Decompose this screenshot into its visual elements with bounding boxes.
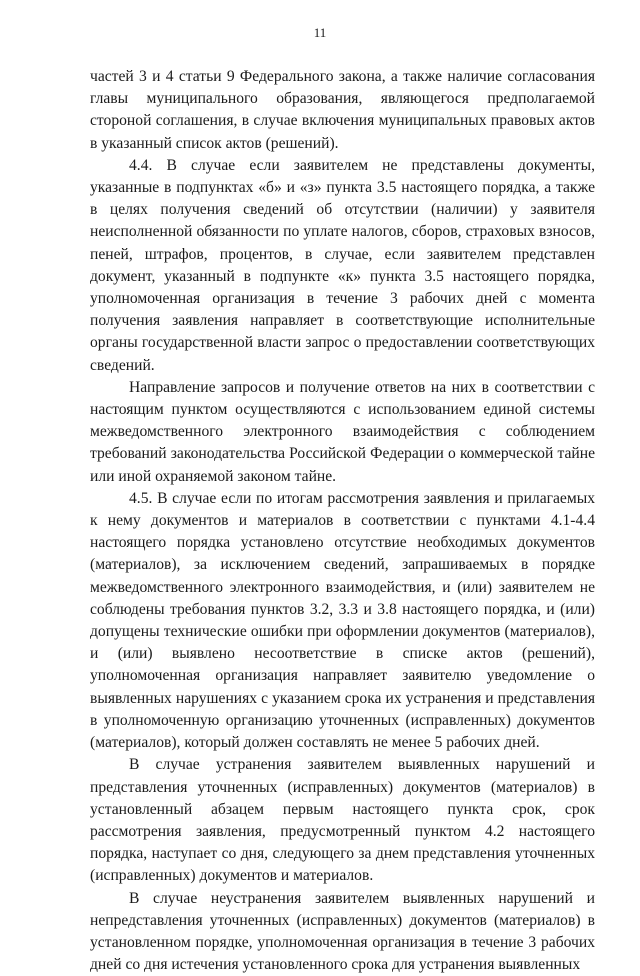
paragraph-elimination: В случае устранения заявителем выявленных нарушений и представления уточненных (исправленных) документов (материалов) в установленный абзацем первым настоящего пункта срок, срок рассмотрения заявления, предусмотренный пунктом 4.2 настоящего порядка, наступает со дня, следующего за днем представления уточненных (исправленных) документов и материалов.	[90, 756, 595, 885]
page-number: 11	[313, 25, 327, 40]
paragraph-continuation: частей 3 и 4 статьи 9 Федерального закона, а также наличие согласования главы муниципального образования, являющегося предполагаемой стороной соглашения, в случае включения муниципальных правовых актов в указанный список актов (решений).	[90, 68, 595, 152]
paragraph-4-4: 4.4. В случае если заявителем не представлены документы, указанные в подпунктах «б» и «з» пункта 3.5 настоящего порядка, а также в целях получения сведений об отсутствии (наличии) у заявителя неисполненной обязанности по уплате налогов, сборов, страховых взносов, пеней, штрафов, процентов, в случае, если заявителем представлен документ, указанный в подпункте «к» пункта 3.5 настоящего порядка, уполномоченная организация в течение 3 рабочих дней с момента получения заявления направляет в соответствующие исполнительные органы государственной власти запрос о предоставлении соответствующих сведений.	[90, 156, 595, 374]
paragraph-4-5: 4.5. В случае если по итогам рассмотрения заявления и прилагаемых к нему документов и материалов в соответствии с пунктами 4.1-4.4 настоящего порядка установлено отсутствие необходимых документов (материалов), за исключением сведений, запрашиваемых в порядке межведомственного электронного взаимодействия, и (или) заявителем не соблюдены требования пунктов 3.2, 3.3 и 3.8 настоящего порядка, и (или) допущены технические ошибки при оформлении документов (материалов), и (или) выявлено несоответствие в списке актов (решений), уполномоченная организация направляет заявителю уведомление о выявленных нарушениях с указанием срока их устранения и представления в уполномоченную организацию уточненных (исправленных) документов (материалов), который должен составлять не менее 5 рабочих дней.	[90, 489, 595, 752]
paragraph-requests: Направление запросов и получение ответов на них в соответствии с настоящим пунктом осуществляются с использованием единой системы межведомственного электронного взаимодействия с соблюдением требований законодательства Российской Федерации о коммерческой тайне или иной охраняемой законом тайне.	[90, 378, 595, 485]
paragraph-non-elimination: В случае неустранения заявителем выявленных нарушений и непредставления уточненных (исправленных) документов (материалов) в установленном порядке, уполномоченная организация в течение 3 рабочих дней со дня истечения установленного срока для устранения выявленных	[90, 889, 595, 974]
document-body	[90, 66, 595, 976]
